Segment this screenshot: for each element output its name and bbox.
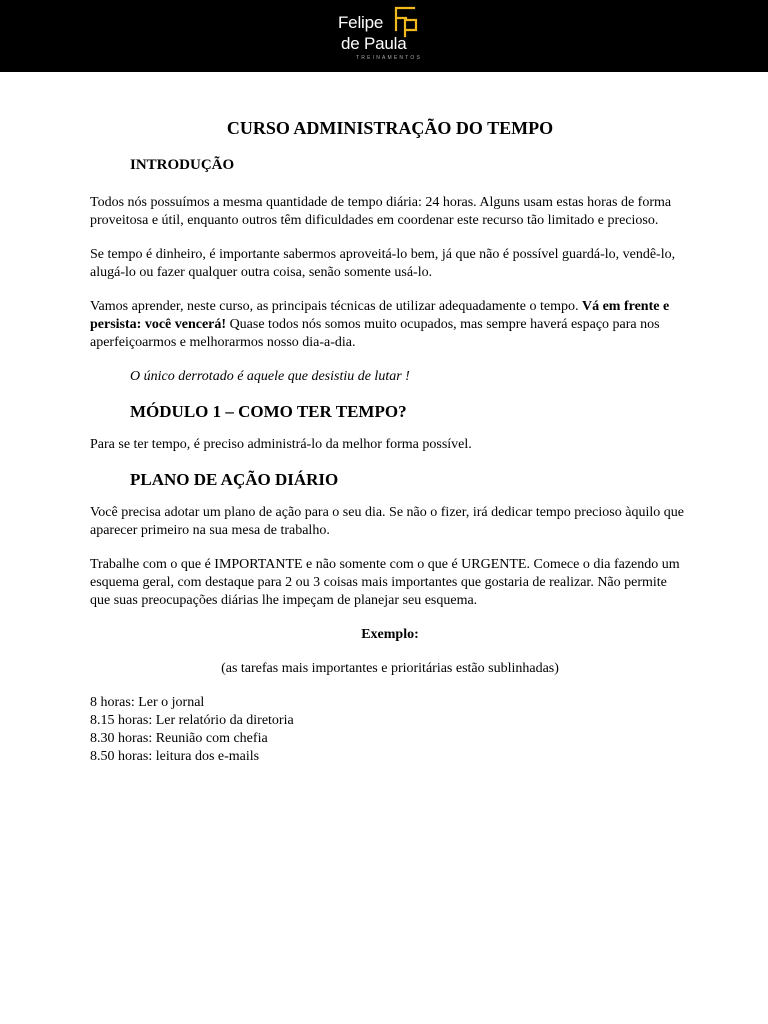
paragraph-2: Se tempo é dinheiro, é importante sabermos aproveitá-lo bem, já que não é possível guardá-lo, vendê-lo, alugá-lo ou fazer qualquer outra coisa, senão somente usá-lo. [90,247,676,280]
paragraph-6: Trabalhe com o que é IMPORTANTE e não somente com o que é URGENTE. Comece o dia fazendo um esquema geral, com destaque para 2 ou 3 coisas mais importantes que gostaria de realizar. Não permite que suas preocupações diárias lhe impeçam de planejar seu esquema. [90,557,680,608]
schedule-item: 8.50 horas: leitura dos e-mails [90,749,260,764]
schedule-item: 8 horas: Ler o jornal [90,695,205,710]
example-label-text: Exemplo: [361,627,419,642]
brand-logo [338,6,428,64]
paragraph-4: Para se ter tempo, é preciso administrá-lo da melhor forma possível. [90,437,472,452]
logo-subtitle: TREINAMENTOS [356,55,423,61]
intro-heading: INTRODUÇÃO [130,157,235,173]
example-note: (as tarefas mais importantes e prioritárias estão sublinhadas) [221,661,559,676]
paragraph-3-end: Quase todos nós somos muito ocupados, mas sempre haverá espaço para nos aperfeiçoarmos e melhorarmos nosso dia-a-dia. [90,317,660,350]
header-bar [0,0,768,72]
logo-mark-icon [394,6,420,38]
document-body [90,116,690,766]
document-title: CURSO ADMINISTRAÇÃO DO TEMPO [226,118,554,138]
schedule-list [90,694,690,766]
module1-heading: MÓDULO 1 – COMO TER TEMPO? [130,402,407,421]
logo-text-line1: Felipe [338,13,384,32]
paragraph-5: Você precisa adotar um plano de ação para o seu dia. Se não o fizer, irá dedicar tempo precioso àquilo que aparecer primeiro na sua mesa de trabalho. [90,505,684,538]
logo-text-line2: de Paula [341,34,407,53]
schedule-item: 8.15 horas: Ler relatório da diretoria [90,713,294,728]
paragraph-1: Todos nós possuímos a mesma quantidade de tempo diária: 24 horas. Alguns usam estas horas de forma proveitosa e útil, enquanto outros têm dificuldades em coordenar este recurso tão limitado e precioso. [90,195,672,228]
schedule-item: 8.30 horas: Reunião com chefia [90,731,268,746]
plan-heading: PLANO DE AÇÃO DIÁRIO [130,470,339,489]
paragraph-3-emphasis: Vá em frente e persista: você vencerá! [90,299,670,332]
quote: O único derrotado é aquele que desistiu de lutar ! [130,369,410,384]
paragraph-3-start: Vamos aprender, neste curso, as principais técnicas de utilizar adequadamente o tempo. [90,299,582,314]
paragraph-3 [90,298,690,352]
example-label [90,626,690,644]
